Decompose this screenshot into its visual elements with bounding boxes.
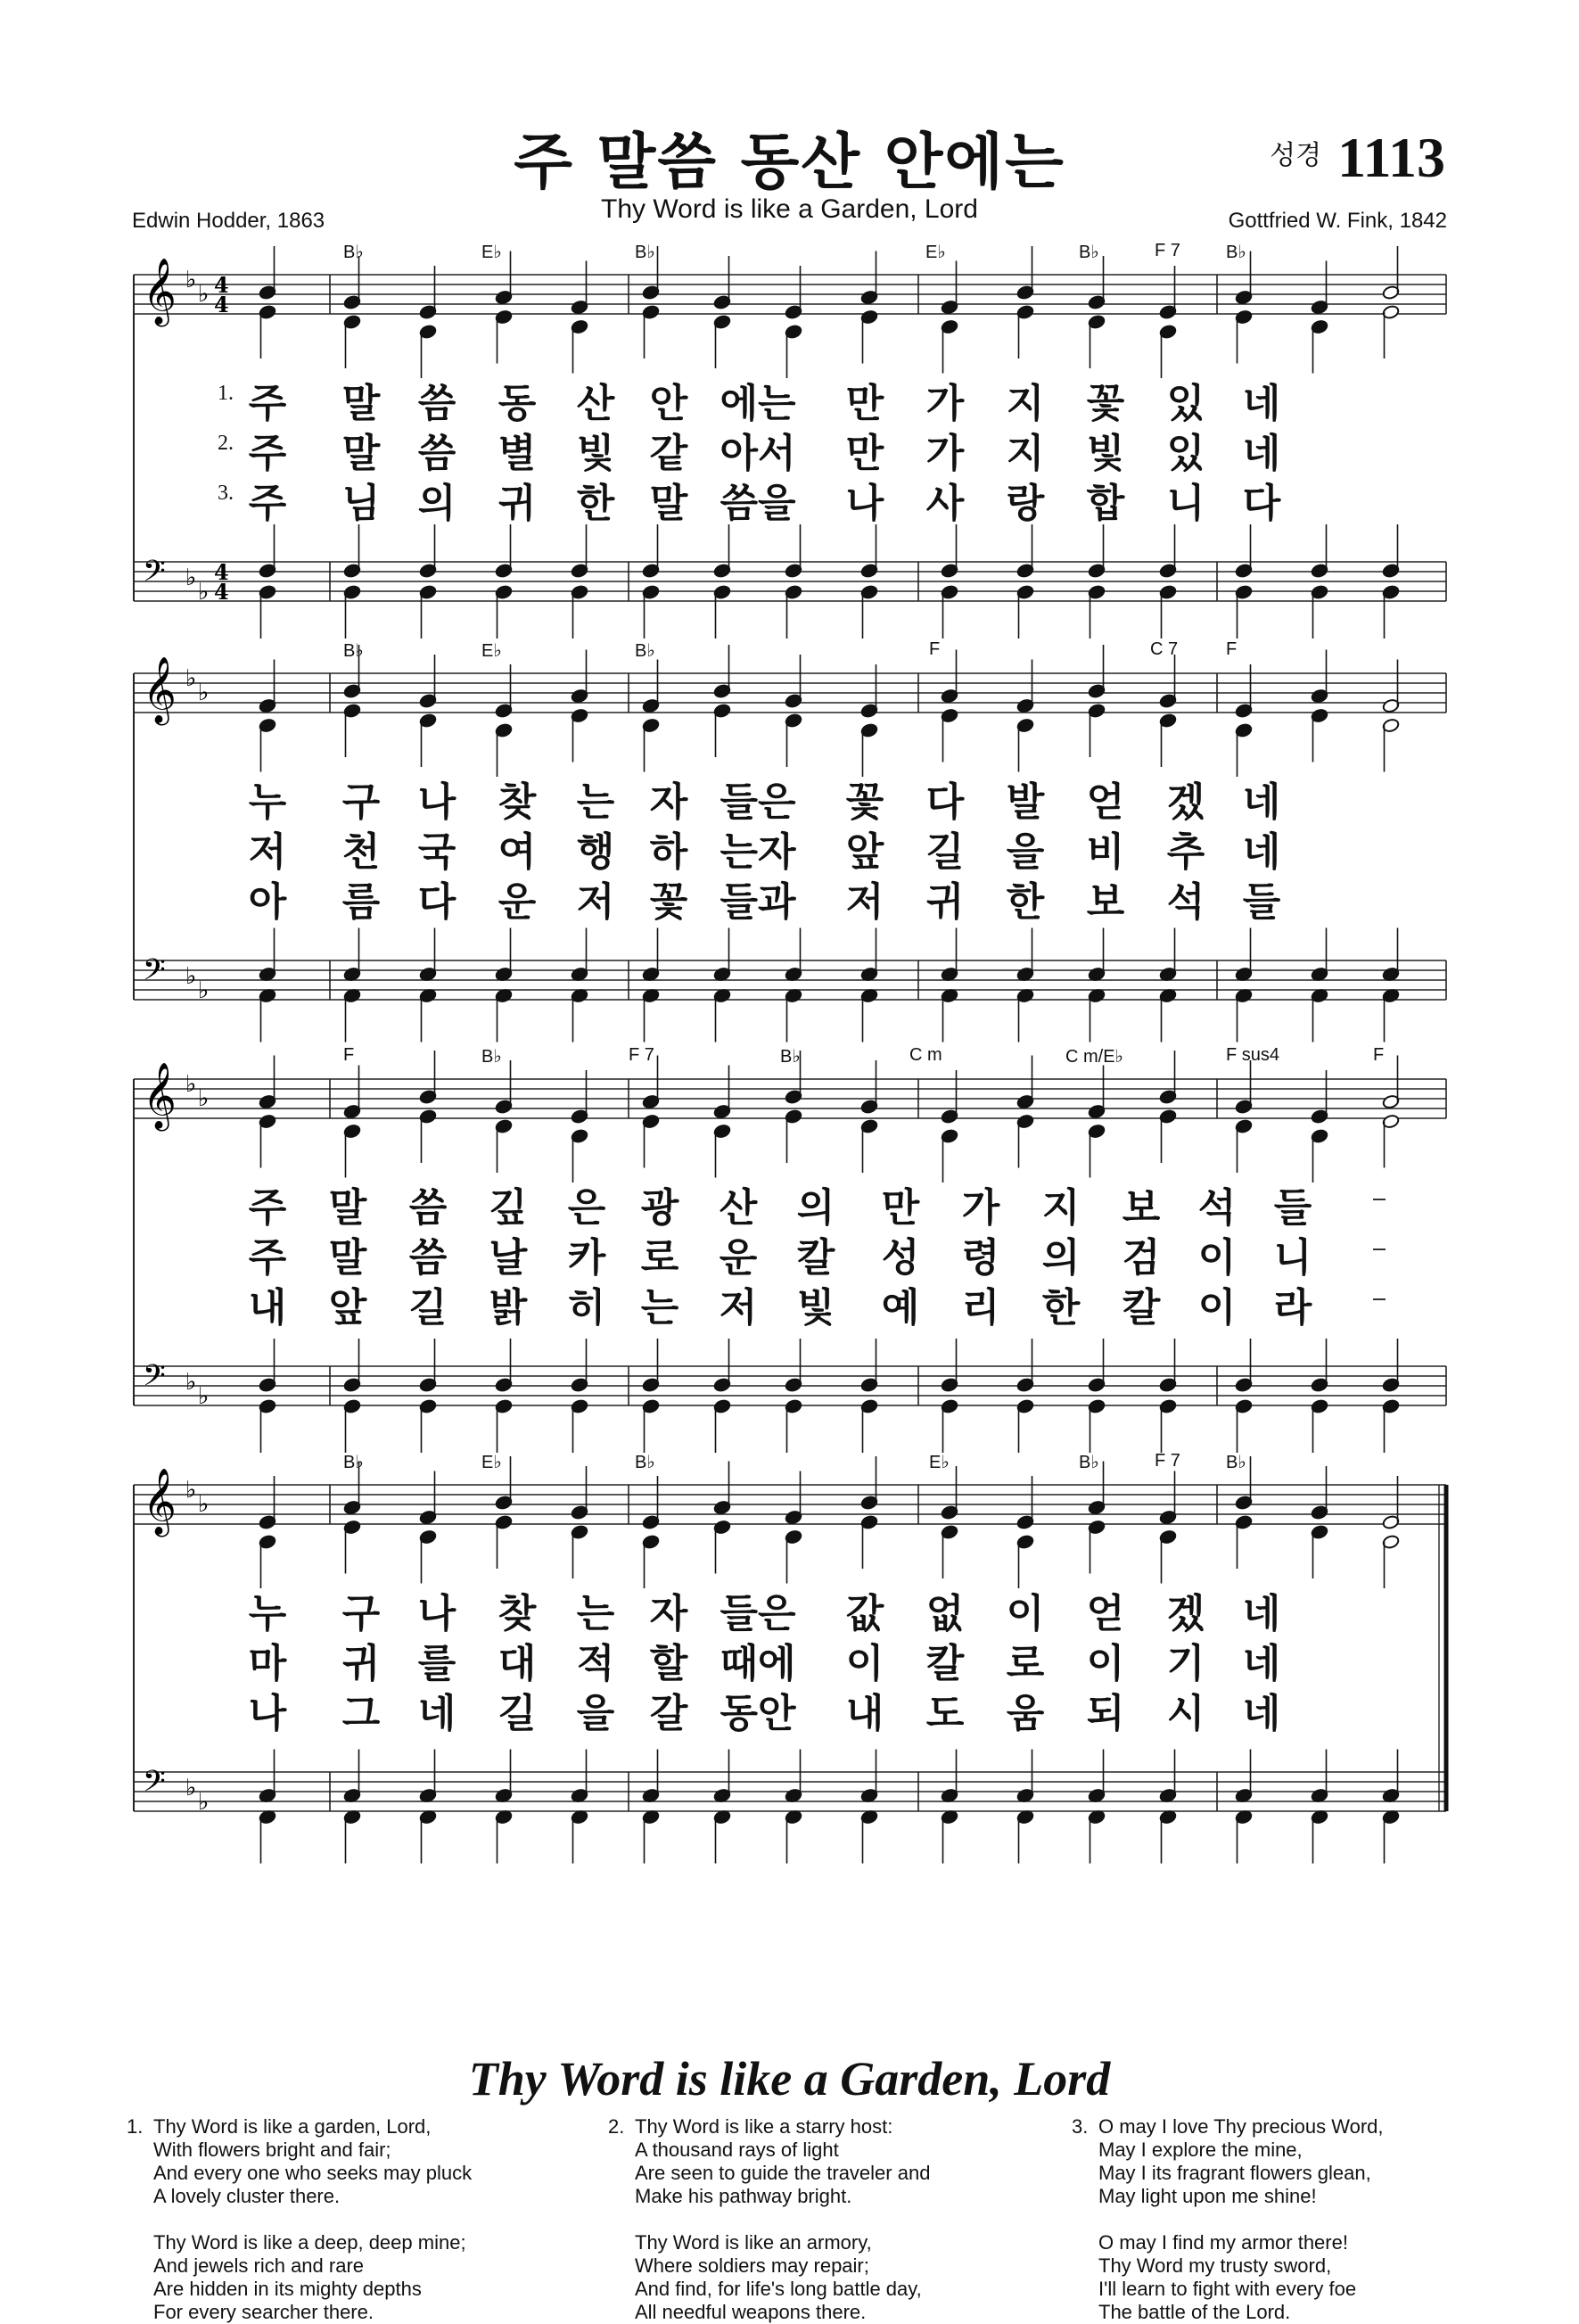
- lyric-syllable: 할: [649, 1641, 688, 1686]
- stanza-line: All needful weapons there.: [635, 2301, 867, 2323]
- lyric-syllable: 산: [719, 1185, 758, 1231]
- flat-key-signature-icon: ♭: [185, 665, 197, 692]
- lyric-syllable: 길: [498, 1691, 537, 1736]
- lyric-syllable: 석: [1197, 1185, 1237, 1231]
- lyric-syllable: 운: [498, 879, 537, 925]
- lyric-syllable: 는: [576, 779, 615, 825]
- lyric-syllable: 같: [649, 431, 688, 476]
- flat-key-signature-icon: ♭: [198, 281, 210, 308]
- lyric-syllable: 들: [1273, 1185, 1312, 1231]
- lyric-syllable: 도: [925, 1691, 965, 1736]
- lyric-syllable: 자: [649, 1591, 688, 1636]
- flat-key-signature-icon: ♭: [198, 680, 210, 706]
- flat-key-signature-icon: ♭: [185, 267, 197, 293]
- lyric-syllable: 귀: [925, 879, 965, 925]
- stanza-line: A lovely cluster there.: [153, 2185, 341, 2207]
- lyric-syllable: 얻: [1086, 1591, 1125, 1636]
- lyric-syllable: 름: [341, 879, 381, 925]
- flat-key-signature-icon: ♭: [198, 579, 210, 606]
- lyric-syllable: 길: [408, 1285, 448, 1331]
- treble-clef-icon: 𝄞: [143, 657, 177, 723]
- treble-clef-icon: 𝄞: [143, 259, 177, 325]
- lyric-syllable: 있: [1166, 431, 1205, 476]
- stanza-line: May I explore the mine,: [1098, 2139, 1303, 2161]
- lyric-syllable: 귀: [498, 481, 537, 526]
- lyric-syllable: 동: [498, 381, 537, 426]
- lyric-syllable: 말: [341, 381, 381, 426]
- lyric-syllable: 그: [341, 1691, 381, 1736]
- lyric-syllable: 히: [567, 1285, 606, 1331]
- lyric-syllable: 은: [567, 1185, 606, 1231]
- time-signature-icon: 4: [214, 292, 229, 317]
- chord-symbol: C 7: [1150, 639, 1179, 659]
- lyric-syllable: 랑: [1006, 481, 1045, 526]
- bass-clef-icon: 𝄢: [143, 1359, 166, 1400]
- lyric-syllable: 보: [1122, 1185, 1161, 1231]
- flat-key-signature-icon: ♭: [185, 1477, 197, 1504]
- lyric-syllable: 지: [1041, 1185, 1081, 1231]
- lyric-syllable: 적: [576, 1641, 615, 1686]
- lyric-syllable: 별: [498, 431, 537, 476]
- lyric-syllable: 이: [845, 1641, 884, 1686]
- lyric-syllable: 네: [1242, 779, 1281, 825]
- lyric-syllable: 들: [1242, 879, 1281, 925]
- verse-number: 3.: [218, 482, 234, 505]
- lyric-syllable: 광: [640, 1185, 679, 1231]
- stanza-line: Where soldiers may repair;: [635, 2254, 869, 2277]
- lyric-syllable: 산: [576, 381, 615, 426]
- stanza-number: 2.: [608, 2115, 625, 2138]
- time-signature-icon: 4: [214, 559, 229, 585]
- flat-key-signature-icon: ♭: [185, 1369, 197, 1396]
- lyric-syllable: 성: [881, 1235, 920, 1281]
- lyric-syllable: 의: [796, 1185, 835, 1231]
- lyric-syllable: 갈: [649, 1691, 688, 1736]
- lyric-syllable: 저: [248, 829, 287, 875]
- chord-symbol: E♭: [481, 243, 502, 262]
- lyric-syllable: 네: [1242, 431, 1281, 476]
- lyric-syllable: 하: [649, 829, 688, 875]
- chord-symbol: B♭: [1079, 243, 1099, 262]
- flat-key-signature-icon: ♭: [198, 1383, 210, 1410]
- stanza-line: Thy Word is like a starry host:: [635, 2115, 893, 2138]
- stanza-line: Thy Word my trusty sword,: [1098, 2254, 1332, 2277]
- chord-symbol: B♭: [343, 1453, 364, 1472]
- lyric-syllable: 비: [1086, 829, 1125, 875]
- english-stanza-3: [1072, 2115, 1384, 2324]
- lyric-syllable: 을: [1006, 829, 1045, 875]
- chord-symbol: E♭: [481, 1453, 502, 1472]
- lyric-syllable: 을: [576, 1691, 615, 1736]
- lyric-syllable: 빛: [796, 1285, 835, 1331]
- lyric-syllable: 꽃: [845, 779, 884, 825]
- verse-number: 1.: [218, 382, 234, 405]
- lyric-syllable: 들과: [720, 879, 796, 925]
- hymn-title-korean: 주 말씀 동산 안에는: [514, 128, 1065, 198]
- lyric-syllable: 가: [925, 381, 965, 426]
- lyric-syllable: 만: [845, 431, 884, 476]
- lyric-syllable: 귀: [341, 1641, 381, 1686]
- lyric-syllable: 발: [1006, 779, 1045, 825]
- lyric-syllable: 꽃: [649, 879, 688, 925]
- lyric-syllable: 니: [1273, 1235, 1312, 1281]
- lyric-syllable: 앞: [845, 829, 884, 875]
- lyric-syllable: 내: [845, 1691, 884, 1736]
- flat-key-signature-icon: ♭: [185, 1775, 197, 1801]
- lyric-syllable: 이: [1197, 1235, 1237, 1281]
- flat-key-signature-icon: ♭: [185, 963, 197, 990]
- lyric-line: [0, 1681, 1579, 1735]
- lyric-syllable: 지: [1006, 381, 1045, 426]
- lyric-syllable: 예: [881, 1285, 920, 1331]
- lyric-syllable: 칼: [796, 1235, 835, 1281]
- stanza-line: A thousand rays of light: [635, 2139, 839, 2161]
- lyric-syllable: 한: [576, 481, 615, 526]
- lyric-syllable: 씀을: [720, 481, 796, 526]
- flat-key-signature-icon: ♭: [198, 1789, 210, 1816]
- chord-symbol: B♭: [635, 243, 655, 262]
- lyric-syllable: 구: [341, 1591, 381, 1636]
- composer-credit: Gottfried W. Fink, 1842: [1228, 209, 1447, 233]
- stanza-line: Thy Word is like a garden, Lord,: [153, 2115, 432, 2138]
- hymn-number-label: 성경: [1270, 140, 1322, 171]
- stanza-line: Are hidden in its mighty depths: [153, 2278, 422, 2300]
- lyric-syllable: 합: [1086, 481, 1125, 526]
- lyric-syllable: 나: [845, 481, 884, 526]
- flat-key-signature-icon: ♭: [198, 977, 210, 1004]
- chord-symbol: F sus4: [1226, 1045, 1280, 1065]
- lyric-syllable: 씀: [417, 431, 456, 476]
- lyric-syllable: 나: [248, 1691, 287, 1736]
- chord-symbol: B♭: [343, 641, 364, 661]
- lyric-syllable: 검: [1122, 1235, 1161, 1281]
- lyric-syllable: 얻: [1086, 779, 1125, 825]
- lyric-syllable: 네: [1242, 829, 1281, 875]
- lyric-syllable: 주: [248, 1185, 287, 1231]
- lyric-syllable: 리: [961, 1285, 1000, 1331]
- lyric-line: [0, 1581, 1579, 1635]
- chord-symbol: B♭: [635, 641, 655, 661]
- lyric-syllable: 동안: [720, 1691, 796, 1736]
- lyric-syllable: 는자: [720, 829, 796, 875]
- chord-symbol: B♭: [1226, 1453, 1246, 1472]
- chord-symbol: F 7: [629, 1045, 654, 1065]
- lyric-syllable: 있: [1166, 381, 1205, 426]
- chord-symbol: B♭: [635, 1453, 655, 1472]
- flat-key-signature-icon: ♭: [198, 1491, 210, 1518]
- lyric-syllable: 국: [417, 829, 456, 875]
- lyric-syllable: 지: [1006, 431, 1045, 476]
- stanza-line: I'll learn to fight with every foe: [1098, 2278, 1357, 2300]
- lyric-syllable: 길: [925, 829, 965, 875]
- lyric-syllable: 의: [417, 481, 456, 526]
- lyric-syllable: 다: [1242, 481, 1281, 526]
- lyric-syllable: 다: [925, 779, 965, 825]
- stanza-line: Thy Word is like a deep, deep mine;: [153, 2231, 466, 2254]
- lyric-syllable: 없: [925, 1591, 965, 1636]
- lyric-syllable: 다: [417, 879, 456, 925]
- lyric-syllable: 씀: [417, 381, 456, 426]
- time-signature-icon: 4: [214, 579, 229, 605]
- lyric-syllable: 운: [719, 1235, 758, 1281]
- stanza-line: Are seen to guide the traveler and: [635, 2162, 931, 2184]
- lyric-syllable: 는: [640, 1285, 679, 1331]
- lyric-syllable: 말: [328, 1235, 367, 1281]
- lyric-syllable: 한: [1006, 879, 1045, 925]
- chord-symbol: B♭: [780, 1047, 801, 1067]
- lyric-syllable: 추: [1166, 829, 1205, 875]
- lyric-syllable: 찾: [498, 779, 537, 825]
- stanza-line: Thy Word is like an armory,: [635, 2231, 872, 2254]
- lyric-syllable: 나: [417, 1591, 456, 1636]
- hymn-number: 1113: [1337, 126, 1445, 189]
- lyric-syllable: 저: [845, 879, 884, 925]
- lyric-syllable: 네: [1242, 1691, 1281, 1736]
- lyric-syllable: 주: [248, 381, 287, 426]
- lyric-syllable: 주: [248, 431, 287, 476]
- lyric-syllable: 마: [248, 1641, 287, 1686]
- chord-symbol: C m/E♭: [1065, 1047, 1123, 1067]
- lyric-syllable: 로: [640, 1235, 679, 1281]
- chord-symbol: E♭: [929, 1453, 950, 1472]
- lyric-syllable: 네: [1242, 1591, 1281, 1636]
- lyric-syllable: 가: [961, 1185, 1000, 1231]
- lyric-syllable: 기: [1166, 1641, 1205, 1686]
- lyric-syllable: 들은: [720, 779, 796, 825]
- lyric-syllable: 네: [417, 1691, 456, 1736]
- lyric-syllable: 씀: [408, 1185, 448, 1231]
- lyric-syllable: 주: [248, 1235, 287, 1281]
- lyric-syllable: 여: [498, 829, 537, 875]
- lyric-syllable: 말: [341, 431, 381, 476]
- chord-symbol: B♭: [481, 1047, 502, 1067]
- lyric-syllable: 겠: [1166, 779, 1205, 825]
- lyric-syllable: 누: [248, 779, 287, 825]
- lyric-syllable: 값: [845, 1591, 884, 1636]
- lyric-syllable: 이: [1006, 1591, 1045, 1636]
- lyric-syllable: 천: [341, 829, 381, 875]
- stanza-line: May I its fragrant flowers glean,: [1098, 2162, 1371, 2184]
- lyric-syllable: 대: [498, 1641, 537, 1686]
- lyric-syllable: 에는: [720, 381, 796, 426]
- chord-symbol: E♭: [481, 641, 502, 661]
- lyric-syllable: 저: [576, 879, 615, 925]
- lyric-syllable: 안: [649, 381, 688, 426]
- treble-clef-icon: 𝄞: [143, 1063, 177, 1129]
- lyric-line: [0, 1631, 1579, 1685]
- lyric-syllable: 를: [417, 1641, 456, 1686]
- lyric-syllable: 나: [417, 779, 456, 825]
- lyric-syllable: 깊: [489, 1185, 528, 1231]
- lyric-syllable: 말: [328, 1185, 367, 1231]
- lyricist-credit: Edwin Hodder, 1863: [132, 209, 325, 233]
- lyric-syllable: 사: [925, 481, 965, 526]
- lyric-syllable: 아: [248, 879, 287, 925]
- lyric-syllable: 시: [1166, 1691, 1205, 1736]
- bass-clef-icon: 𝄢: [143, 1765, 166, 1806]
- lyric-syllable: 씀: [408, 1235, 448, 1281]
- lyric-syllable: 가: [925, 431, 965, 476]
- stanza-line: Make his pathway bright.: [635, 2185, 852, 2207]
- stanza-number: 3.: [1072, 2115, 1089, 2138]
- lyric-syllable: 의: [1041, 1235, 1081, 1281]
- lyric-syllable: 저: [719, 1285, 758, 1331]
- treble-clef-icon: 𝄞: [143, 1469, 177, 1535]
- lyric-syllable: 네: [1242, 381, 1281, 426]
- lyric-syllable: 말: [649, 481, 688, 526]
- lyric-syllable: 밝: [489, 1285, 528, 1331]
- flat-key-signature-icon: ♭: [185, 565, 197, 591]
- lyric-syllable: 이: [1086, 1641, 1125, 1686]
- lyric-syllable: 들은: [720, 1591, 796, 1636]
- lyric-syllable: 한: [1041, 1285, 1081, 1331]
- chord-symbol: C m: [909, 1045, 942, 1065]
- hymn-title-english: Thy Word is like a Garden, Lord: [601, 194, 978, 224]
- lyric-syllable: 구: [341, 779, 381, 825]
- bass-clef-icon: 𝄢: [143, 953, 166, 994]
- lyric-syllable: 아서: [720, 431, 796, 476]
- chord-symbol: F: [1373, 1045, 1385, 1065]
- lyric-syllable: 빛: [576, 431, 615, 476]
- chord-symbol: F: [343, 1045, 355, 1065]
- flat-key-signature-icon: ♭: [198, 1085, 210, 1112]
- lyric-syllable: 로: [1006, 1641, 1045, 1686]
- chord-symbol: B♭: [1226, 243, 1246, 262]
- stanza-number: 1.: [127, 2115, 144, 2138]
- lyric-syllable: 찾: [498, 1591, 537, 1636]
- stanza-line: And find, for life's long battle day,: [635, 2278, 922, 2300]
- stanza-line: And every one who seeks may pluck: [153, 2162, 473, 2184]
- lyric-syllable: 되: [1086, 1691, 1125, 1736]
- lyric-syllable: 령: [961, 1235, 1000, 1281]
- lyric-syllable: 만: [845, 381, 884, 426]
- chord-symbol: F 7: [1155, 241, 1180, 260]
- lyric-syllable: 누: [248, 1591, 287, 1636]
- chord-symbol: F 7: [1155, 1451, 1180, 1471]
- chord-symbol: E♭: [925, 243, 946, 262]
- stanza-line: And jewels rich and rare: [153, 2254, 365, 2277]
- lyric-syllable: 는: [576, 1591, 615, 1636]
- time-signature-icon: 4: [214, 272, 229, 298]
- lyric-syllable: 빛: [1086, 431, 1125, 476]
- lyric-syllable: 앞: [328, 1285, 367, 1331]
- stanza-line: O may I find my armor there!: [1098, 2231, 1348, 2254]
- bass-clef-icon: 𝄢: [143, 555, 166, 596]
- stanza-line: With flowers bright and fair;: [153, 2139, 391, 2161]
- lyric-syllable: 네: [1242, 1641, 1281, 1686]
- stanza-line: O may I love Thy precious Word,: [1098, 2115, 1384, 2138]
- lyric-syllable: 님: [341, 481, 381, 526]
- lyric-syllable: 니: [1166, 481, 1205, 526]
- lyric-syllable: 꽃: [1086, 381, 1125, 426]
- lyric-syllable: 자: [649, 779, 688, 825]
- chord-symbol: B♭: [343, 243, 364, 262]
- flat-key-signature-icon: ♭: [185, 1071, 197, 1098]
- lyric-syllable: 행: [576, 829, 615, 875]
- lyric-syllable: 만: [881, 1185, 920, 1231]
- chord-symbol: F: [929, 639, 941, 659]
- lyric-syllable: 보: [1086, 879, 1125, 925]
- lyric-syllable: 석: [1166, 879, 1205, 925]
- lyric-syllable: 겠: [1166, 1591, 1205, 1636]
- english-stanza-1: [127, 2115, 473, 2324]
- lyric-syllable: 칼: [925, 1641, 965, 1686]
- english-stanza-2: [608, 2115, 931, 2324]
- chord-symbol: F: [1226, 639, 1238, 659]
- english-subtitle: Thy Word is like a Garden, Lord: [468, 2052, 1111, 2106]
- lyric-syllable: 칼: [1122, 1285, 1161, 1331]
- lyric-syllable: 때에: [720, 1641, 796, 1686]
- lyric-syllable: 주: [248, 481, 287, 526]
- stanza-line: May light upon me shine!: [1098, 2185, 1317, 2207]
- stanza-line: The battle of the Lord.: [1098, 2301, 1291, 2323]
- lyric-syllable: 이: [1197, 1285, 1237, 1331]
- verse-number: 2.: [218, 432, 234, 455]
- lyric-syllable: 날: [489, 1235, 528, 1281]
- lyric-syllable: 내: [248, 1285, 287, 1331]
- chord-symbol: B♭: [1079, 1453, 1099, 1472]
- lyric-syllable: 움: [1006, 1691, 1045, 1736]
- stanza-line: For every searcher there.: [153, 2301, 374, 2323]
- lyric-syllable: 카: [567, 1235, 606, 1281]
- lyric-syllable: 라: [1273, 1285, 1312, 1331]
